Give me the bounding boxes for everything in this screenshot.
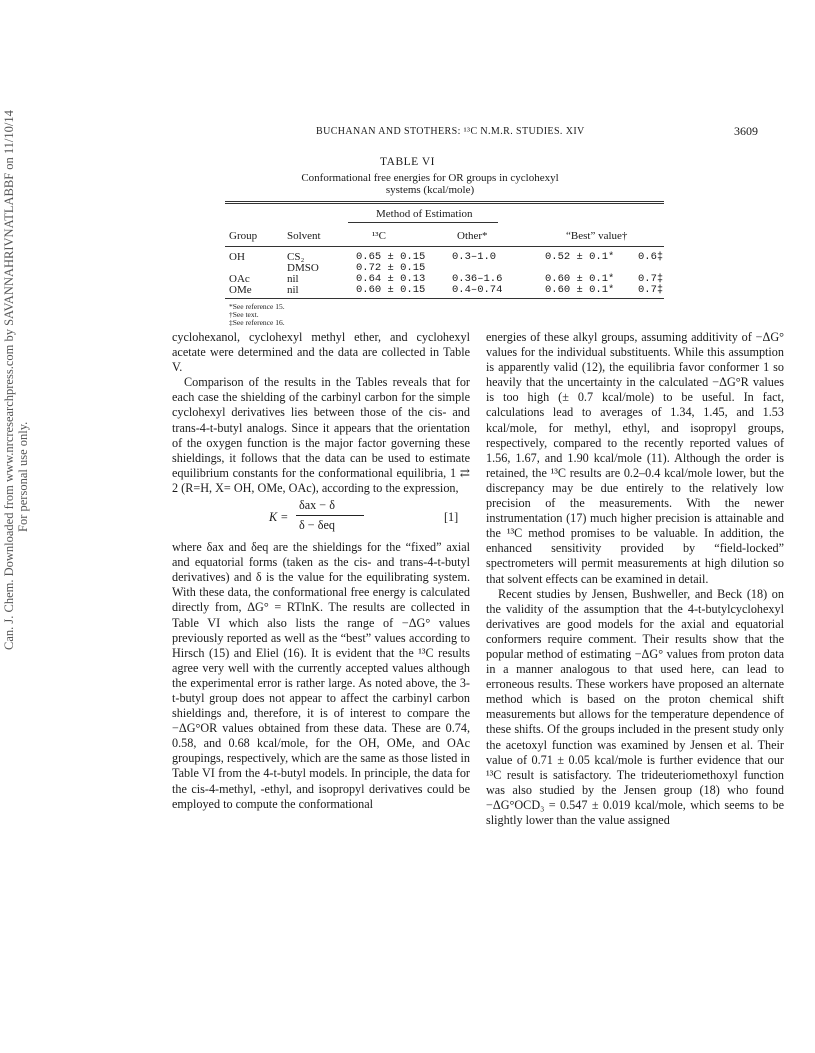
equation-1: [172, 496, 470, 540]
table-caption: Conformational free energies for OR groups in cyclohexyl systems (kcal/mole): [301, 172, 559, 196]
header-c13: ¹³C: [372, 230, 386, 242]
watermark-line-1: Can. J. Chem. Downloaded from www.nrcresearchpress.com by SAVANNAHRIVNATLABBF on 11/10/14: [2, 110, 16, 650]
table-top-rule: [225, 201, 664, 202]
right-column: [486, 330, 784, 828]
table-footnote: *See reference 15.: [229, 302, 285, 311]
span-rule: [348, 222, 498, 223]
header-best: “Best” value†: [566, 230, 628, 242]
header-rule: [225, 246, 664, 247]
header-solvent: Solvent: [287, 230, 321, 242]
paragraph: Recent studies by Jensen, Bushweller, and Beck (18) on the validity of the assumption that the 4-t-butylcyclohexyl derivatives are good models for the axial and equatorial conformers require comment. Their results show that the popular method of estimating −ΔG° values from proton data in a manner analogous to that used here, can lead to erroneous results. These workers have proposed an alternate method which is based on the proton chemical shift measurements but allows for the temperature dependence of these shifts. Of the groups included in the present study only the acetoxyl function was examined by Jensen et al. Their value of 0.71 ± 0.05 kcal/mole is further evidence that our ¹³C result is satisfactory. The trideuteriomethoxyl function was also studied by the Jensen group (18) who found −ΔG°OCD₃ = 0.547 ± 0.019 kcal/mole, which seems to be slightly lower than the value assigned: [486, 586, 784, 827]
left-column: [172, 330, 470, 812]
table-footnote: ‡See reference 16.: [229, 318, 285, 327]
page-number: 3609: [734, 124, 758, 138]
table-bottom-rule: [225, 298, 664, 299]
paragraph: cyclohexanol, cyclohexyl methyl ether, and cyclohexyl acetate were determined and the data are collected in Table V.: [172, 330, 470, 375]
header-group: Group: [229, 230, 258, 242]
equation-numerator: δax − δ: [299, 498, 335, 513]
watermark-line-2: For personal use only.: [16, 421, 30, 532]
table-footnote: †See text.: [229, 310, 259, 319]
paragraph: energies of these alkyl groups, assuming additivity of −ΔG° values for the individual substituents. While this assumption is apparently valid (12), the equilibria favor conformer 1 so heavily that the uncertainty in the calculated −ΔG°R values is too high (± 0.7 kcal/mole) to be useful. In fact, calculations lead to averages of 1.34, 1.45, and 1.53 kcal/mole, for methyl, ethyl, and isopropyl groups, respectively, compared to the recently reported values of 1.56, 1.67, and 1.90 kcal/mole (11). Although the order is retained, the ¹³C results are 0.2–0.4 kcal/mole lower, but the discrepancy may be due entirely to the relatively low precision of the measurements. With the newer instrumentation (17) much higher precision is attainable and the ¹³C method promises to be valuable. In addition, the enhanced sensitivity provided by “field-locked” spectrometers will permit measurements at high dilution so that solvent effects can be examined in detail.: [486, 330, 784, 586]
fraction-bar: [296, 515, 364, 516]
equation-denominator: δ − δeq: [299, 518, 335, 533]
table-top-rule-2: [225, 203, 664, 204]
method-span-header: Method of Estimation: [376, 208, 473, 220]
table-title: TABLE VI: [380, 156, 435, 168]
download-watermark: [2, 110, 38, 650]
paragraph: Comparison of the results in the Tables reveals that for each case the shielding of the carbinyl carbon for the simple cyclohexyl derivatives lies between those of the cis- and trans-4-t-butyl analogs. Since it appears that the orientation of the oxygen function is the major factor governing these shieldings, it follows that the data can be used to estimate equilibrium constants for the conformational equilibria, 1 ⇄ 2 (R=H, X= OH, OMe, OAc), according to the expression,: [172, 375, 470, 495]
running-header: BUCHANAN AND STOTHERS: ¹³C N.M.R. STUDIES. XIV: [316, 126, 585, 137]
equation-number: [1]: [444, 510, 459, 525]
paragraph: where δax and δeq are the shieldings for the “fixed” axial and equatorial forms (taken as the cis- and trans-4-t-butyl derivatives) and δ is the value for the equilibrating system. With these data, the conformational free energy is calculated directly from, ΔG° = RTlnK. The results are collected in Table VI which also lists the range of −ΔG° values previously reported as well as the “best” values according to Hirsch (15) and Eliel (16). It is evident that the ¹³C results agree very well with the currently accepted values although the experimental error is rather large. As noted above, the 3-t-butyl group does not appear to affect the carbinyl carbon shieldings and, therefore, it is of interest to compare the −ΔG°OR values obtained from these data. These are 0.74, 0.58, and 0.68 kcal/mole, for the OH, OMe, and OAc groupings, respectively, which are the same as those listed in Table VI from the 4-t-butyl models. In principle, the data for the cis-4-methyl, -ethyl, and isopropyl derivatives could be employed to compute the conformational: [172, 540, 470, 811]
equation-lhs: K =: [269, 510, 289, 525]
header-other: Other*: [457, 230, 488, 242]
